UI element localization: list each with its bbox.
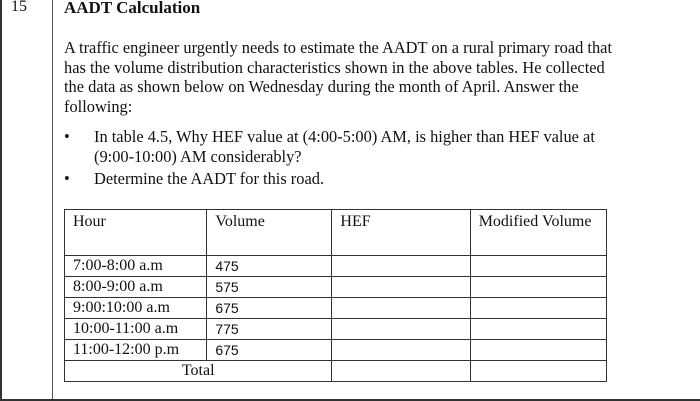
total-label: Total	[65, 361, 332, 382]
cell-volume: 575	[207, 277, 332, 298]
table-row	[65, 340, 607, 361]
cell-hour: 10:00-11:00 a.m	[65, 319, 207, 340]
bullet-text: In table 4.5, Why HEF value at (4:00-5:00) AM, is higher than HEF value at (9:00-10:00) AM considerably?	[94, 127, 595, 166]
table-row	[65, 298, 607, 319]
cell-hef	[332, 256, 470, 277]
cell-total-hef	[332, 361, 470, 382]
bullet-item	[64, 127, 624, 166]
cell-hour: 9:00:10:00 a.m	[65, 298, 207, 319]
cell-hour: 11:00-12:00 p.m	[65, 340, 207, 361]
question-paragraph: A traffic engineer urgently needs to estimate the AADT on a rural primary road that has the volume distribution characteristics shown in the above tables. He collected the data as shown below on Wednesday during the month of April. Answer the following:	[64, 38, 613, 116]
cell-hour: 7:00-8:00 a.m	[65, 256, 207, 277]
cell-modified-volume	[470, 256, 606, 277]
cell-modified-volume	[470, 277, 606, 298]
cell-modified-volume	[470, 340, 606, 361]
table-header-row	[65, 210, 607, 256]
bullet-icon: •	[64, 169, 70, 188]
cell-volume: 775	[207, 319, 332, 340]
cell-hef	[332, 340, 470, 361]
cell-hef	[332, 319, 470, 340]
header-hef: HEF	[332, 210, 470, 256]
cell-hef	[332, 277, 470, 298]
header-hour: Hour	[65, 210, 207, 256]
question-number: 15	[11, 0, 27, 15]
cell-modified-volume	[470, 319, 606, 340]
table-row	[65, 256, 607, 277]
table-row	[65, 319, 607, 340]
cell-volume: 675	[207, 298, 332, 319]
cell-modified-volume	[470, 298, 606, 319]
cell-hour: 8:00-9:00 a.m	[65, 277, 207, 298]
bullet-icon: •	[64, 127, 70, 146]
traffic-volume-table	[64, 209, 607, 382]
table-total-row	[65, 361, 607, 382]
cell-hef	[332, 298, 470, 319]
header-modified-volume: Modified Volume	[470, 210, 606, 256]
question-title: AADT Calculation	[64, 0, 201, 17]
header-volume: Volume	[207, 210, 332, 256]
table-row	[65, 277, 607, 298]
cell-volume: 475	[207, 256, 332, 277]
question-number-column	[2, 0, 53, 399]
bullet-list	[64, 127, 624, 189]
bullet-text: Determine the AADT for this road.	[94, 169, 325, 188]
cell-total-modified	[470, 361, 606, 382]
cell-volume: 675	[207, 340, 332, 361]
bullet-item	[64, 169, 624, 189]
